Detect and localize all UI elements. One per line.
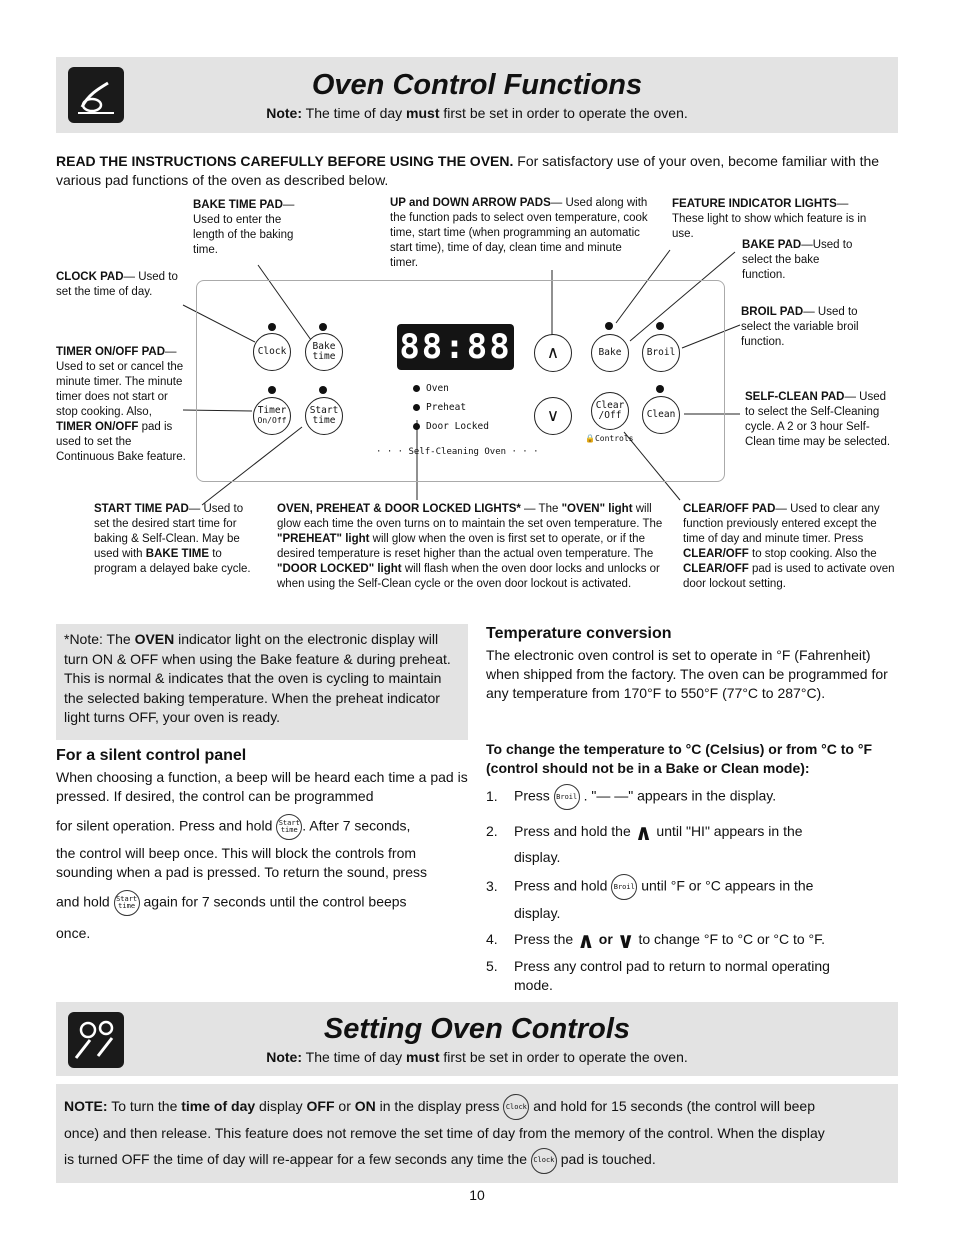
- bake-time-pad[interactable]: Bake time: [305, 333, 343, 371]
- label-self-clean-pad: SELF-CLEAN PAD— Used to select the Self-Cleaning cycle. A 2 or 3 hour Self-Clean time may be selected.: [745, 391, 891, 448]
- timer-on-off-pad[interactable]: Timer On/Off: [253, 397, 291, 435]
- door-locked-light-dot: [413, 423, 420, 430]
- step-5: 5. Press any control pad to return to normal operating mode.: [486, 958, 830, 993]
- clear-off-pad[interactable]: Clear /Off: [591, 392, 629, 430]
- label-arrow-pads: UP and DOWN ARROW PADS— Used along with the function pads to select oven temperature, cook time, start time (when programming an automatic start time), time of day, clean time and minute timer.: [390, 197, 648, 269]
- door-locked-indicator: Door Locked: [413, 421, 489, 432]
- clock-indicator-dot: [268, 323, 276, 331]
- self-cleaning-oven-label: · · · Self-Cleaning Oven · · ·: [376, 447, 539, 457]
- header-note: Note: The time of day must first be set in order to operate the oven.: [266, 105, 688, 121]
- bake-time-indicator-dot: [319, 323, 327, 331]
- oven-light-note-box: *Note: The OVEN indicator light on the electronic display will turn ON & OFF when using the Bake feature & during preheat. This is normal & indicates that the oven is cycling to maintain the selected baking temperature. When the preheat indicator light turns OFF, your oven is ready.: [56, 624, 468, 740]
- label-bake-time-pad: BAKE TIME PAD— Used to enter the length of the baking time.: [193, 199, 295, 256]
- label-start-time-pad: START TIME PAD— Used to set the desired start time for baking & Self-Clean. May be used with BAKE TIME to program a delayed bake cycle.: [94, 503, 251, 575]
- label-timer-pad: TIMER ON/OFF PAD— Used to set or cancel the minute timer. The minute timer does not start or stop cooking. Also, TIMER ON/OFF pad is used to set the Continuous Bake feature.: [56, 346, 186, 463]
- oven-indicator: Oven: [413, 383, 449, 394]
- header-note: Note: The time of day must first be set in order to operate the oven.: [266, 1049, 688, 1065]
- page-title: Oven Control Functions: [311, 69, 643, 101]
- bake-indicator-dot: [605, 322, 613, 330]
- page-number: 10: [469, 1187, 485, 1203]
- broil-indicator-dot: [656, 322, 664, 330]
- step-4: 4. Press the ∧ or ∨ to change °F to °C or °C to °F.: [486, 927, 826, 953]
- start-time-mini-icon: Start time: [114, 890, 140, 916]
- bake-pad[interactable]: Bake: [591, 334, 629, 372]
- intro-paragraph: READ THE INSTRUCTIONS CAREFULLY BEFORE USING THE OVEN. For satisfactory use of your oven, become familiar with the various pad functions of the oven as described below.: [56, 153, 880, 188]
- broil-mini-icon: Broil: [554, 784, 580, 810]
- label-clock-pad: CLOCK PAD— Used to set the time of day.: [56, 271, 178, 298]
- controls-lock-label: 🔒Controls: [585, 434, 634, 443]
- step-1: 1. Press Broil . "— —" appears in the display.: [486, 784, 776, 810]
- silent-panel-text: When choosing a function, a beep will be heard each time a pad is pressed. If desired, the control can be programmed for silent operation. Press and hold Start time . After 7 seconds, the control will beep once. This will block the controls from sounding when a pad is pressed. To return the sound, press and hold Start time again for 7 seconds until the control beeps once.: [56, 769, 468, 941]
- temp-conversion-heading: Temperature conversion: [486, 625, 672, 642]
- step-3: 3. Press and hold Broil until °F or °C appears in the display.: [486, 874, 813, 926]
- clean-indicator-dot: [656, 385, 664, 393]
- time-of-day-note-box: NOTE: To turn the time of day display OFF or ON in the display press Clock and hold for 15 seconds (the control will beep once) and then release. This feature does not remove the set time of day from the memory of the control. When the display is turned OFF the time of day will re-appear for a few seconds any time the Clock pad is touched.: [56, 1084, 898, 1183]
- start-time-indicator-dot: [319, 386, 327, 394]
- preheat-indicator: Preheat: [413, 402, 466, 413]
- lock-icon: 🔒: [585, 434, 595, 443]
- preheat-light-dot: [413, 404, 420, 411]
- label-indicator-lights: OVEN, PREHEAT & DOOR LOCKED LIGHTS* — The "OVEN" light will glow each time the oven turns on to maintain the set oven temperature. The "PREHEAT" light will glow when the oven is first set to operate, or if the desired temperature is reset higher than the actual oven temperature. The "DOOR LOCKED" light will flash when the oven door locks and unlocks or when using the Self-Clean cycle or the oven door lockout is activated.: [277, 503, 663, 590]
- temp-conversion-body: The electronic oven control is set to operate in °F (Fahrenheit) when shipped from the factory. The oven can be programmed for any temperature from 170°F to 550°F (77°C to 287°C).: [486, 647, 888, 701]
- up-arrow-icon: ∧: [634, 819, 653, 845]
- down-arrow-pad[interactable]: ∨: [534, 397, 572, 435]
- label-bake-pad: BAKE PAD—Used to select the bake function.: [742, 239, 853, 281]
- up-arrow-pad[interactable]: ∧: [534, 334, 572, 372]
- section-title: Setting Oven Controls: [323, 1013, 631, 1045]
- clock-pad[interactable]: Clock: [253, 333, 291, 371]
- start-time-pad[interactable]: Start time: [305, 397, 343, 435]
- label-feature-lights: FEATURE INDICATOR LIGHTS— These light to show which feature is in use.: [672, 198, 867, 240]
- label-clear-off-pad: CLEAR/OFF PAD— Used to clear any function previously entered except the time of day and minute timer. Press CLEAR/OFF to stop cooking. Also the CLEAR/OFF pad is used to activate oven door lockout setting.: [683, 503, 895, 590]
- step-2: 2. Press and hold the ∧ until "HI" appears in the display.: [486, 819, 803, 865]
- down-arrow-icon: ∨: [616, 927, 635, 953]
- clock-mini-icon: Clock: [503, 1094, 529, 1120]
- clean-pad[interactable]: Clean: [642, 396, 680, 434]
- oven-light-dot: [413, 385, 420, 392]
- header-band-setting-controls: [56, 1002, 898, 1076]
- clock-mini-icon: Clock: [531, 1148, 557, 1174]
- start-time-mini-icon: Start time: [276, 814, 302, 840]
- up-arrow-icon: ∧: [577, 927, 595, 953]
- temp-conversion-instructions: To change the temperature to °C (Celsius) or from °C to °F (control should not be in a Bake or Clean mode):: [486, 741, 873, 776]
- time-display: 88:88: [397, 324, 514, 370]
- silent-panel-heading: For a silent control panel: [56, 747, 247, 764]
- timer-indicator-dot: [268, 386, 276, 394]
- broil-pad[interactable]: Broil: [642, 334, 680, 372]
- label-broil-pad: BROIL PAD— Used to select the variable broil function.: [741, 306, 859, 348]
- broil-mini-icon: Broil: [611, 874, 637, 900]
